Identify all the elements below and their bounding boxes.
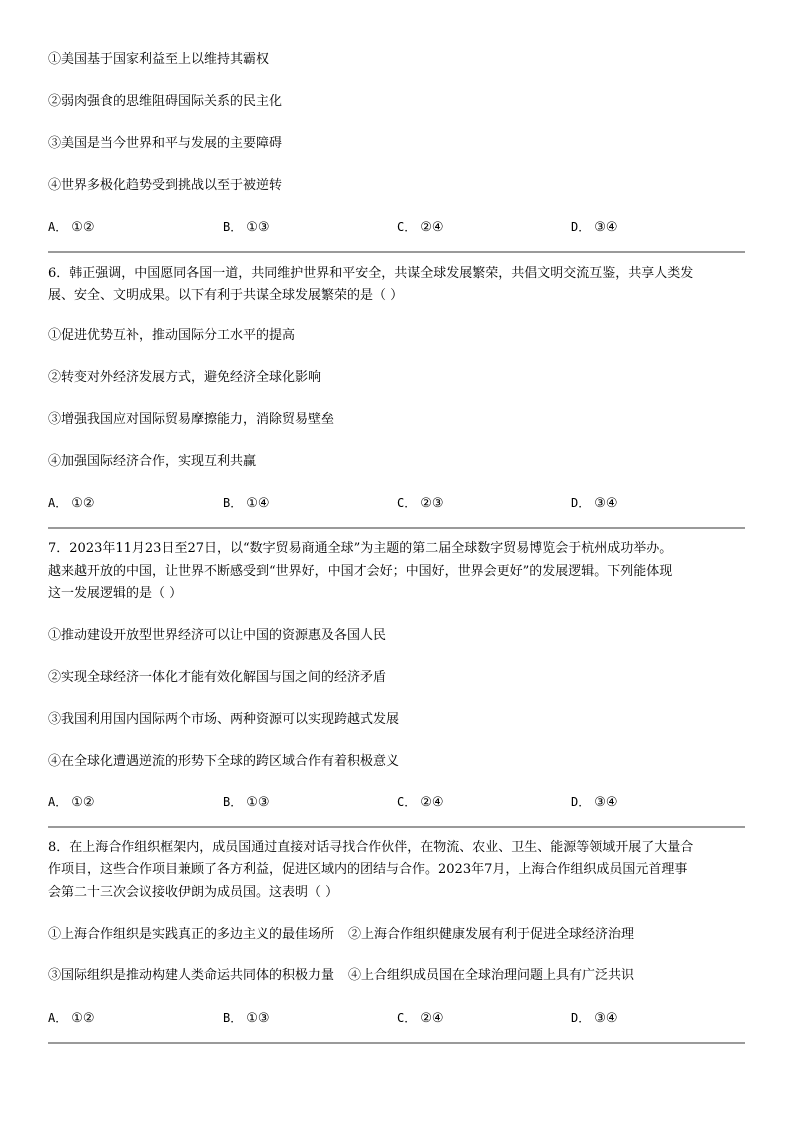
q8-option-b[interactable]: B． ①③ bbox=[223, 1011, 270, 1026]
q7-statement-3: ③我国利用国内国际两个市场、两种资源可以实现跨越式发展 bbox=[48, 712, 400, 727]
divider bbox=[48, 251, 745, 253]
q7-option-b[interactable]: B． ①③ bbox=[223, 795, 270, 810]
q7-statement-2: ②实现全球经济一体化才能有效化解国与国之间的经济矛盾 bbox=[48, 670, 387, 685]
q6-statement-2: ②转变对外经济发展方式，避免经济全球化影响 bbox=[48, 370, 322, 385]
q6-option-b[interactable]: B． ①④ bbox=[223, 496, 270, 511]
q5-option-b[interactable]: B． ①③ bbox=[223, 220, 270, 235]
q8-statement-1: ①上海合作组织是实践真正的多边主义的最佳场所 bbox=[48, 927, 335, 942]
q7-statement-1: ①推动建设开放型世界经济可以让中国的资源惠及各国人民 bbox=[48, 628, 387, 643]
q5-statement-1: ①美国基于国家利益至上以维持其霸权 bbox=[48, 52, 270, 67]
q8-statement-3: ③国际组织是推动构建人类命运共同体的积极力量 bbox=[48, 968, 335, 983]
q7-statement-4: ④在全球化遭遇逆流的形势下全球的跨区域合作有着积极意义 bbox=[48, 754, 400, 769]
q6-statement-4: ④加强国际经济合作，实现互利共赢 bbox=[48, 454, 257, 469]
q8-option-c[interactable]: C． ②④ bbox=[397, 1011, 444, 1026]
q5-statement-4: ④世界多极化趋势受到挑战以至于被逆转 bbox=[48, 178, 283, 193]
q8-statement-2: ②上海合作组织健康发展有利于促进全球经济治理 bbox=[348, 927, 635, 942]
divider bbox=[48, 527, 745, 529]
q8-options bbox=[48, 1008, 745, 1028]
q7-option-c[interactable]: C． ②④ bbox=[397, 795, 444, 810]
q5-option-c[interactable]: C． ②④ bbox=[397, 220, 444, 235]
q7-options bbox=[48, 792, 745, 812]
q6-statement-1: ①促进优势互补，推动国际分工水平的提高 bbox=[48, 328, 296, 343]
q6-option-d[interactable]: D． ③④ bbox=[571, 496, 618, 511]
q5-statement-2: ②弱肉强食的思维阻碍国际关系的民主化 bbox=[48, 94, 283, 109]
q8-stem-line-3: 会第二十三次会议接收伊朗为成员国。这表明（ ） bbox=[48, 885, 339, 900]
q6-option-c[interactable]: C． ②③ bbox=[397, 496, 444, 511]
q7-stem-line-2: 越来越开放的中国，让世界不断感受到“世界好，中国才会好；中国好，世界会更好”的发展逻辑。下列能体现 bbox=[48, 564, 673, 579]
divider bbox=[48, 1042, 745, 1044]
q8-statement-row-2 bbox=[48, 966, 634, 986]
q7-stem-line-3: 这一发展逻辑的是（ ） bbox=[48, 586, 183, 601]
q6-option-a[interactable]: A． ①② bbox=[48, 496, 95, 511]
q5-option-a[interactable]: A． ①② bbox=[48, 220, 95, 235]
q5-option-d[interactable]: D． ③④ bbox=[571, 220, 618, 235]
q8-option-d[interactable]: D． ③④ bbox=[571, 1011, 618, 1026]
divider bbox=[48, 826, 745, 828]
q8-statement-row-1 bbox=[48, 925, 634, 945]
q6-statement-3: ③增强我国应对国际贸易摩擦能力，消除贸易壁垒 bbox=[48, 412, 335, 427]
q8-stem-line-1: 8．在上海合作组织框架内，成员国通过直接对话寻找合作伙伴，在物流、农业、卫生、能源等领域开展了大量合 bbox=[48, 840, 694, 855]
q7-option-a[interactable]: A． ①② bbox=[48, 795, 95, 810]
q6-stem-line-2: 展、安全、文明成果。以下有利于共谋全球发展繁荣的是（ ） bbox=[48, 288, 404, 303]
q8-option-a[interactable]: A． ①② bbox=[48, 1011, 95, 1026]
q7-stem-line-1: 7．2023年11月23日至27日，以“数字贸易商通全球”为主题的第二届全球数字贸易博览会于杭州成功举办。 bbox=[48, 541, 673, 556]
q7-option-d[interactable]: D． ③④ bbox=[571, 795, 618, 810]
q6-options bbox=[48, 493, 745, 513]
q6-stem-line-1: 6．韩正强调，中国愿同各国一道，共同维护世界和平安全，共谋全球发展繁荣，共倡文明交流互鉴，共享人类发 bbox=[48, 266, 694, 281]
q5-options bbox=[48, 217, 745, 237]
q5-statement-3: ③美国是当今世界和平与发展的主要障碍 bbox=[48, 136, 283, 151]
q8-stem-line-2: 作项目，这些合作项目兼顾了各方利益，促进区域内的团结与合作。2023年7月，上海合作组织成员国元首理事 bbox=[48, 862, 688, 877]
q8-statement-4: ④上合组织成员国在全球治理问题上具有广泛共识 bbox=[348, 968, 635, 983]
